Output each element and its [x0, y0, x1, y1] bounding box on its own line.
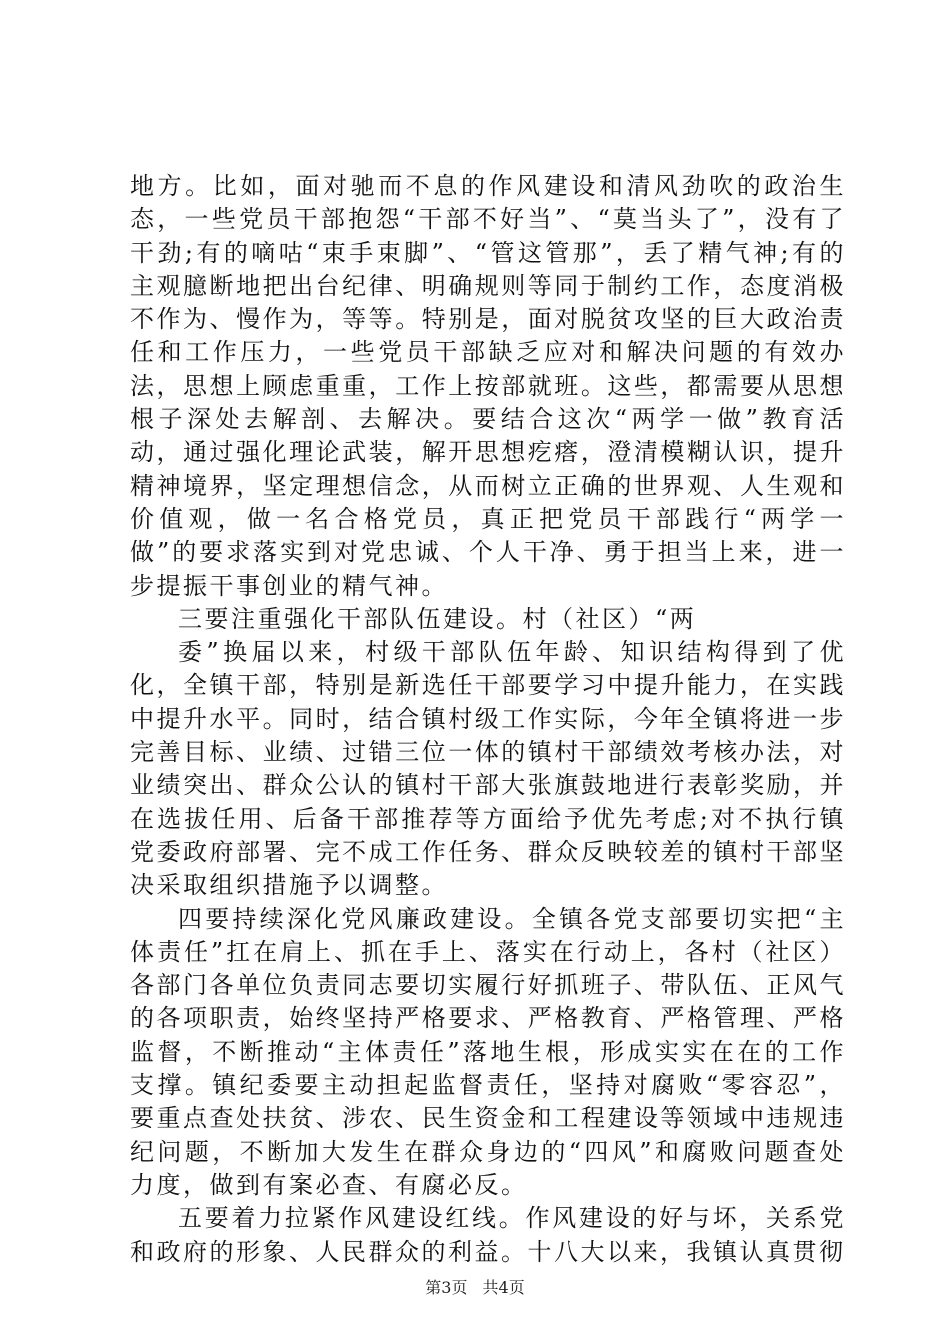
document-body — [130, 170, 846, 1269]
paragraph-1: 地方。比如，面对驰而不息的作风建设和清风劲吹的政治生态，一些党员干部抱怨“干部不好当”、“莫当头了”，没有了干劲;有的嘀咕“束手束脚”、“管这管那”，丢了精气神;有的主观臆断地把出台纪律、明确规则等同于制约工作，态度消极不作为、慢作为，等等。特别是，面对脱贫攻坚的巨大政治责任和工作压力，一些党员干部缺乏应对和解决问题的有效办法，思想上顾虑重重，工作上按部就班。这些，都需要从思想根子深处去解剖、去解决。要结合这次“两学一做”教育活动，通过强化理论武装，解开思想疙瘩，澄清模糊认识，提升精神境界，坚定理想信念，从而树立正确的世界观、人生观和价值观，做一名合格党员，真正把党员干部践行“两学一做”的要求落实到对党忠诚、个人干净、勇于担当上来，进一步提振干事创业的精气神。 — [130, 172, 846, 600]
paragraph-4: 四要持续深化党风廉政建设。全镇各党支部要切实把“主体责任”扛在肩上、抓在手上、落实在行动上，各村（社区）各部门各单位负责同志要切实履行好抓班子、带队伍、正风气的各项职责，始终坚持严格要求、严格教育、严格管理、严格监督，不断推动“主体责任”落地生根，形成实实在在的工作支撑。镇纪委要主动担起监督责任，坚持对腐败“零容忍”，要重点查处扶贫、涉农、民生资金和工程建设等领域中违规违纪问题，不断加大发生在群众身边的“四风”和腐败问题查处力度，做到有案必查、有腐必反。 — [130, 904, 846, 1199]
page-number: 第3页 — [425, 1278, 468, 1297]
paragraph-2: 三要注重强化干部队伍建设。村（社区）“两 — [178, 604, 697, 633]
paragraph-3: 委”换届以来，村级干部队伍年龄、知识结构得到了优化，全镇干部，特别是新选任干部要学习中提升能力，在实践中提升水平。同时，结合镇村级工作实际，今年全镇将进一步完善目标、业绩、过错三位一体的镇村干部绩效考核办法，对业绩突出、群众公认的镇村干部大张旗鼓地进行表彰奖励，并在选拔任用、后备干部推荐等方面给予优先考虑;对不执行镇党委政府部署、完不成工作任务、群众反映较差的镇村干部坚决采取组织措施予以调整。 — [130, 638, 846, 900]
paragraph-5: 五要着力拉紧作风建设红线。作风建设的好与坏，关系党和政府的形象、人民群众的利益。十八大以来，我镇认真贯彻 — [130, 1204, 846, 1266]
page-footer — [0, 1278, 950, 1298]
page-total: 共4页 — [482, 1278, 525, 1297]
